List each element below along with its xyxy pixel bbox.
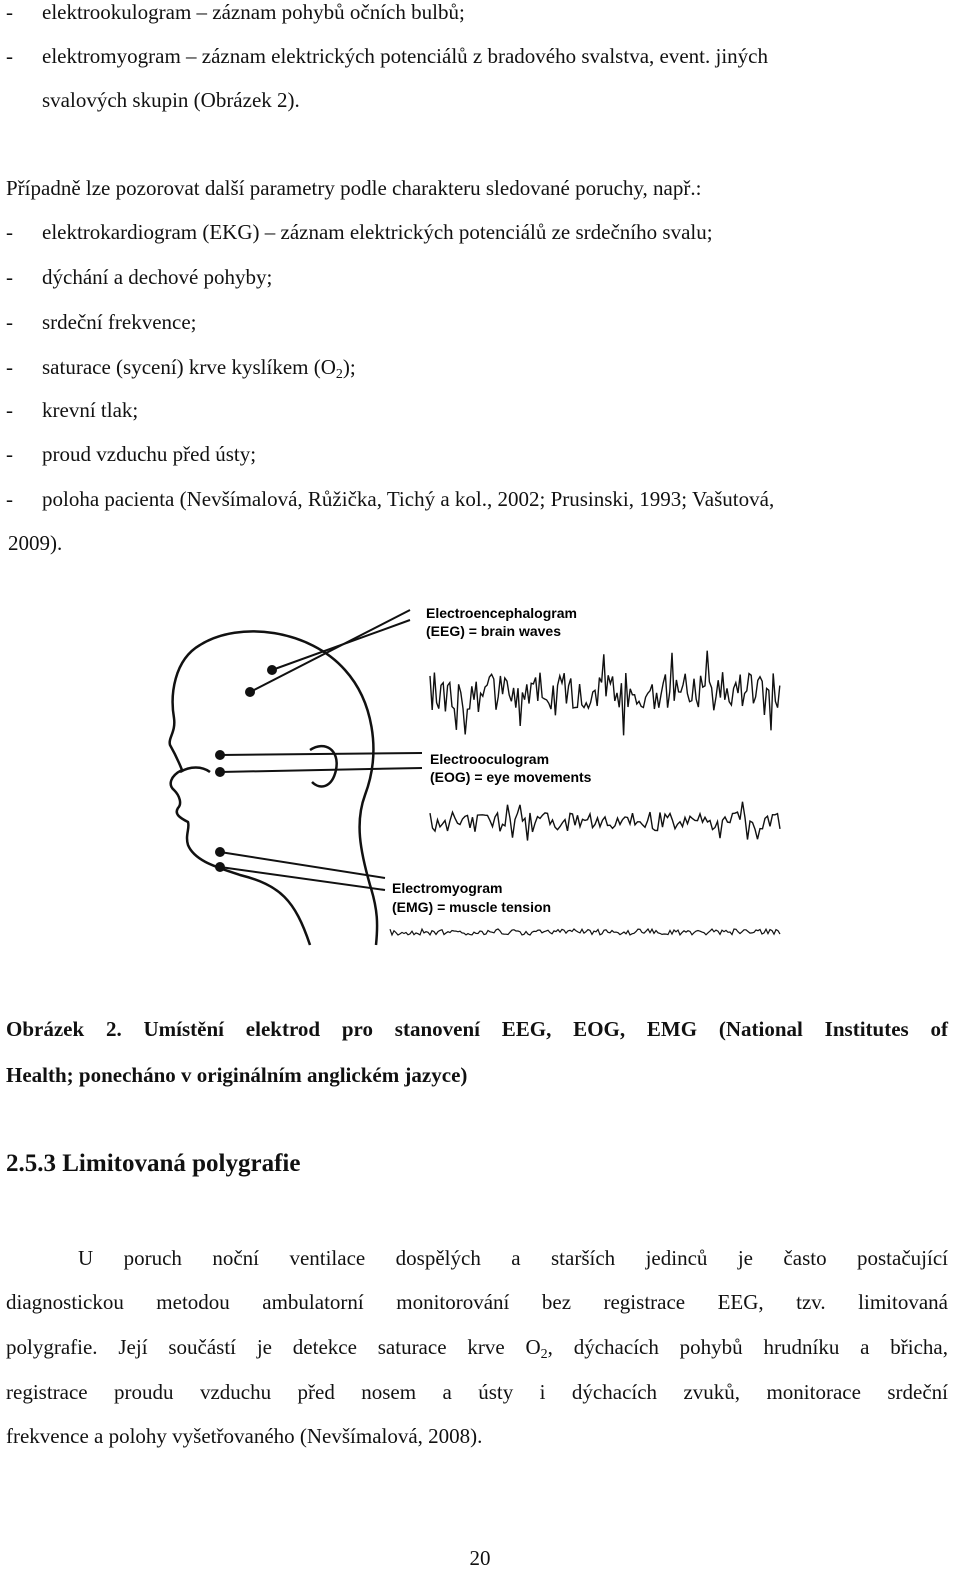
eeg-waveform <box>430 651 780 736</box>
list-item-emg <box>6 44 948 68</box>
subscript: 2 <box>540 1347 548 1362</box>
list-item-emg-cont: svalových skupin (Obrázek 2). <box>42 88 300 112</box>
emg-label: Electromyogram <box>392 880 503 896</box>
list-dash: - <box>6 487 13 511</box>
list-text: srdeční frekvence; <box>42 310 197 334</box>
paragraph-line <box>6 1335 948 1362</box>
head-outline-icon <box>170 631 377 945</box>
intro-sentence: Případně lze pozorovat další parametry podle charakteru sledované poruchy, např.: <box>6 176 702 200</box>
list-dash: - <box>6 0 13 24</box>
list-item-saturation <box>6 355 948 382</box>
subscript: 2 <box>335 367 343 382</box>
list-item-blood-pressure <box>6 398 948 422</box>
list-text: saturace (sycení) krve kyslíkem (O <box>42 355 336 379</box>
page-number: 20 <box>469 1546 491 1570</box>
eog-label: Electrooculogram <box>430 751 550 767</box>
list-text: elektrokardiogram (EKG) – záznam elektrických potenciálů ze srdečního svalu; <box>42 220 713 244</box>
figure-caption-line1: Obrázek 2. Umístění elektrod pro stanovení EEG, EOG, EMG (National Institutes of <box>6 1017 948 1041</box>
list-text: proud vzduchu před ústy; <box>42 442 257 466</box>
list-text: poloha pacienta (Nevšímalová, Růžička, Tichý a kol., 2002; Prusinski, 1993; Vašutová, <box>42 487 775 511</box>
emg-sublabel: (EMG) = muscle tension <box>392 899 552 915</box>
list-text: elektrookulogram – záznam pohybů očních bulbů; <box>42 0 465 24</box>
paragraph-line: diagnostickou metodou ambulatorní monitorování bez registrace EEG, tzv. limitovaná <box>6 1290 948 1314</box>
list-item-position-cont: 2009). <box>8 531 63 555</box>
paragraph-text: polygrafie. Její součástí je detekce saturace krve O <box>6 1335 541 1359</box>
list-text: krevní tlak; <box>42 398 139 422</box>
list-dash: - <box>6 44 13 68</box>
list-item-heart-rate <box>6 310 948 334</box>
ear-icon <box>310 746 337 786</box>
eye-icon <box>180 768 210 773</box>
list-dash: - <box>6 265 13 289</box>
paragraph-text: , dýchacích pohybů hrudníku a břicha, <box>547 1335 948 1359</box>
list-item-breathing <box>6 265 948 289</box>
list-dash: - <box>6 355 13 379</box>
paragraph-line: U poruch noční ventilace dospělých a starších jedinců je často postačující <box>78 1246 948 1270</box>
emg-waveform <box>390 929 780 935</box>
eeg-sublabel: (EEG) = brain waves <box>426 623 561 639</box>
list-text: elektromyogram – záznam elektrických potenciálů z bradového svalstva, event. jiných <box>42 44 768 68</box>
paragraph-line: frekvence a polohy vyšetřovaného (Nevšímalová, 2008). <box>6 1424 483 1448</box>
list-text: ); <box>342 355 356 379</box>
list-item-ekg <box>6 220 948 244</box>
eog-sublabel: (EOG) = eye movements <box>430 769 592 785</box>
paragraph-line: registrace proudu vzduchu před nosem a ústy i dýchacích zvuků, monitorace srdeční <box>6 1380 948 1404</box>
list-text: dýchání a dechové pohyby; <box>42 265 273 289</box>
eog-waveform <box>430 802 780 841</box>
list-dash: - <box>6 220 13 244</box>
list-item-airflow <box>6 442 948 466</box>
list-dash: - <box>6 442 13 466</box>
list-item-position <box>6 487 948 511</box>
eeg-label: Electroencephalogram <box>426 605 577 621</box>
electrode-figure <box>160 600 800 960</box>
list-dash: - <box>6 398 13 422</box>
figure-caption-line2: Health; ponecháno v originálním anglickém jazyce) <box>6 1063 468 1087</box>
list-dash: - <box>6 310 13 334</box>
list-item-eog <box>6 0 948 24</box>
section-heading: 2.5.3 Limitovaná polygrafie <box>6 1150 301 1177</box>
